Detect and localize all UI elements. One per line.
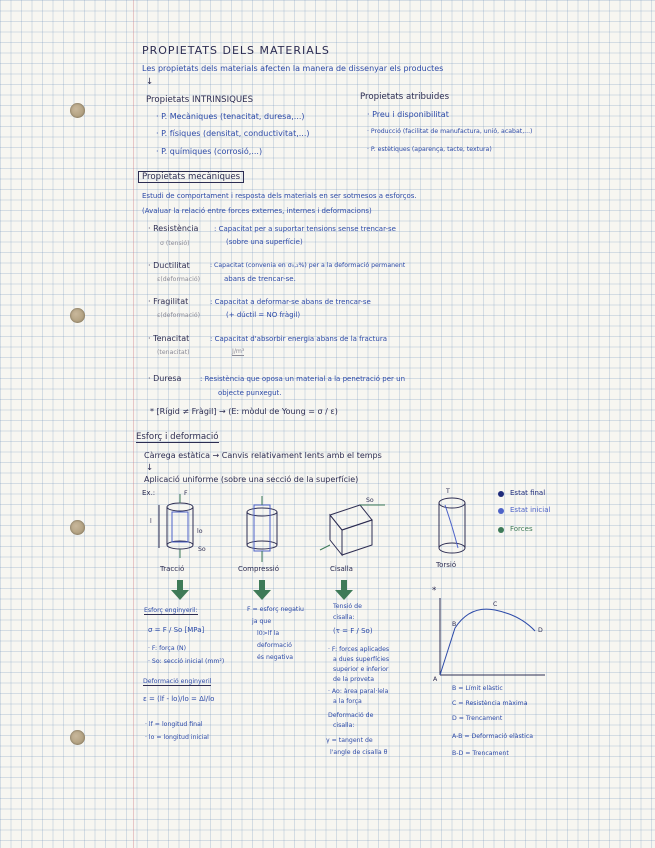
static-load: Càrrega estàtica → Canvis relativament lents amb el temps [144,451,382,460]
legend-dot [498,491,504,497]
mech-desc: Estudi de comportament i resposta dels materials en ser sotmesos a esforços. [142,192,417,200]
col3-line: γ = tangent de [326,737,373,744]
attributed-item: · P. estètiques (aparença, tacte, textura) [367,146,492,153]
property-symbol: (tenacitat) [157,349,190,356]
col2-line: deformació [257,642,292,649]
property-symbol: ε(deformació) [157,276,201,283]
col2-line: ja que [252,618,272,625]
attributed-heading: Propietats atribuides [360,92,450,102]
property-text: objecte punxegut. [218,389,282,397]
symbol-label: So [366,497,374,504]
symbol-label: T [446,488,450,495]
legend-dot [498,508,504,514]
attributed-item: · Preu i disponibilitat [367,110,449,119]
graph-def: A-B = Deformació elàstica [452,733,534,740]
legend-dot [498,527,504,533]
efforts-heading: Esforç i deformació [136,432,219,442]
shear-diagram [320,505,385,555]
mech-desc: (Avaluar la relació entre forces externes, internes i deformacions) [142,207,372,215]
property-text: (+ dúctil = NO fràgil) [226,311,301,319]
col1-heading: Esforç enginyeril: [144,607,198,614]
property-text: : Capacitat per a suportar tensions sense trencar-se [214,225,396,233]
arrow-down-icon [171,580,353,600]
property-text: : Capacitat a deformar-se abans de trencar-se [210,298,371,306]
property-unit: J/m³ [232,348,245,355]
traction-diagram [159,494,193,558]
uniform-load: Aplicació uniforme (sobre una secció de la superfície) [144,475,359,484]
col3-line: cisalla: [333,614,355,621]
legend-item: Forces [510,525,533,533]
compression-diagram [247,496,277,562]
property-text: : Resistència que oposa un material a la penetració per un [200,375,406,383]
col3-line: cisalla: [333,722,355,729]
diagram-label: Torsió [436,561,457,569]
property-term: · Resistència [148,224,199,233]
col3-line: de la proveta [333,676,374,683]
example-label: Ex.: [142,489,156,497]
symbol-label: l [150,518,152,525]
col3-line: superior e inferior [333,666,389,673]
mech-heading: Propietats mecàniques [138,171,244,183]
graph-def: B = Límit elàstic [452,685,503,692]
attributed-item: · Producció (facilitat de manufactura, unió, acabat,...) [367,128,533,135]
graph-point: C [493,601,498,608]
intrinsic-heading: Propietats INTRINSIQUES [146,95,254,105]
col3-line: · Ao: àrea paral·lela [328,688,389,695]
col3-line: Tensió de [333,603,362,610]
property-term: · Ductilitat [148,261,190,270]
col2-line: F = esforç negatiu [247,606,304,613]
col1-def: · F: força (N) [148,645,187,652]
stress-strain-graph [440,598,545,675]
col3-line: · F: forces aplicades [328,646,390,653]
col3-line: (τ = F / So) [333,627,373,635]
property-text: (sobre una superfície) [226,238,303,246]
graph-star: * [432,586,437,596]
diagram-label: Tracció [160,565,185,573]
col2-line: és negativa [257,654,294,661]
col3-line: a la força [333,698,362,705]
intro-text: Les propietats dels materials afecten la manera de dissenyar els productes [142,64,444,73]
graph-def: B-D = Trencament [452,750,509,757]
col1-formula: ε = (lf - lo)/lo = Δl/lo [143,695,215,703]
arrow-down-icon: ↓ [146,463,154,473]
property-term: · Duresa [148,374,182,383]
torsion-diagram [439,498,465,553]
graph-point: A [433,676,438,683]
graph-def: D = Trencament [452,715,503,722]
col1-heading: Deformació enginyeril [143,678,212,685]
col2-line: l0>lf la [257,630,280,637]
graph-point: D [538,627,543,634]
property-text: : Capacitat (convenia en σ₀,₂%) per a la deformació permanent [210,262,406,269]
intrinsic-item: · P. químiques (corrosió,...) [156,147,263,156]
col1-def: · So: secció inicial (mm²) [148,658,225,665]
property-symbol: σ (tensió) [160,240,190,247]
diagram-label: Compressió [238,565,279,573]
young-note: * [Rígid ≠ Fràgil] → (E: mòdul de Young = σ / ε) [150,407,338,416]
graph-def: C = Resistència màxima [452,700,528,707]
property-term: · Tenacitat [148,334,190,343]
legend-item: Estat inicial [510,506,551,514]
col1-def: · lo = longitud inicial [145,734,209,741]
col3-line: Deformació de [328,712,374,719]
col1-formula: σ = F / So [MPa] [148,626,205,634]
col3-line: a dues superfícies [333,656,390,663]
diagram-label: Cisalla [330,565,353,573]
col1-def: · lf = longitud final [145,721,203,728]
page-title: PROPIETATS DELS MATERIALS [142,44,330,57]
symbol-label: lo [197,528,203,535]
arrow-down-icon: ↓ [146,77,154,87]
legend-item: Estat final [510,489,546,497]
graph-point: B [452,621,457,628]
property-text: : Capacitat d'absorbir energia abans de la fractura [210,335,387,343]
intrinsic-item: · P. Mecàniques (tenacitat, duresa,...) [156,112,305,121]
symbol-label: So [198,546,206,553]
symbol-label: F [184,490,188,497]
property-term: · Fragilitat [148,297,189,306]
col3-line: l'angle de cisalla θ [330,749,388,756]
property-text: abans de trencar-se. [224,275,296,283]
property-symbol: ε(deformació) [157,312,201,319]
intrinsic-item: · P. físiques (densitat, conductivitat,...) [156,129,310,138]
